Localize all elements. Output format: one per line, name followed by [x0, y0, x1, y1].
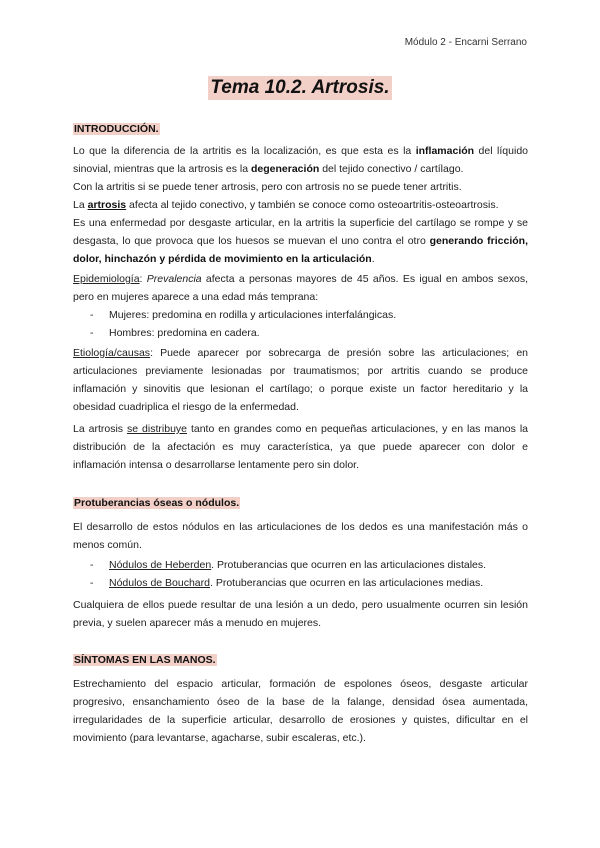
text-run: La [73, 199, 88, 211]
text-run: del tejido conectivo / cartílago. [319, 163, 464, 175]
nodulos-paragraph-1: El desarrollo de estos nódulos en las articulaciones de los dedos es una manifestación más o menos común. [73, 521, 528, 551]
text-run: afecta al tejido conectivo, y también se conoce como osteoartritis-osteoartrosis. [126, 199, 499, 211]
page-title: Tema 10.2. Artrosis. [210, 77, 390, 98]
intro-heading: INTRODUCCIÓN. [74, 123, 159, 135]
intro-paragraph-2: Con la artritis si se puede tener artrosis, pero con artrosis no se puede tener artritis. [73, 181, 462, 193]
intro-section [73, 120, 528, 474]
list-item [73, 556, 528, 574]
etiologia-label: Etiología/causas [73, 347, 151, 359]
sintomas-paragraph: Estrechamiento del espacio articular, formación de espolones óseos, desgaste articular progresivo, ensanchamiento óseo de la base de la falange, densidad ósea aumentada, irregularidades de la superficie articular, desarrollo de erosiones y quistes, dificultar en el movimiento (para levantarse, agacharse, subir escaleras, etc.). [73, 678, 528, 744]
distribucion-paragraph [73, 420, 528, 474]
nodulos-heading: Protuberancias óseas o nódulos. [74, 497, 240, 509]
intro-paragraph-1 [73, 142, 528, 178]
sintomas-heading: SÍNTOMAS EN LAS MANOS. [74, 654, 216, 666]
epidemiologia-list [73, 306, 528, 342]
title-container [0, 76, 600, 100]
list-item: - Mujeres: predomina en rodilla y articulaciones interfalángicas. [73, 306, 528, 324]
text-run: . [371, 253, 375, 265]
text-run: : [139, 273, 147, 285]
heberden-term: Nódulos de Heberden [109, 559, 212, 571]
bold-term-degeneracion: degeneración [251, 163, 320, 175]
prevalencia-label: Prevalencia [146, 273, 202, 285]
etiologia-paragraph [73, 344, 528, 416]
bouchard-term: Nódulos de Bouchard [109, 577, 210, 589]
text-run: . Protuberancias que ocurren en las articulaciones medias. [210, 577, 484, 589]
bold-term-inflamacion: inflamación [415, 145, 475, 157]
nodulos-list [73, 556, 528, 592]
sintomas-section [73, 651, 528, 747]
text-run: . Protuberancias que ocurren en las articulaciones distales. [211, 559, 487, 571]
text-run: del líquido sinovial, mientras que la artrosis es la [73, 145, 528, 175]
page-header: Módulo 2 - Encarni Serrano [404, 37, 527, 48]
bold-phrase: generando fricción, dolor, hinchazón y pérdida de movimiento en la articulación [73, 235, 528, 265]
text-run: tanto en grandes como en pequeñas articulaciones, y en las manos la distribución de la afectación es muy característica, ya que puede aparecer con dolor e inflamación intensa o desarrollarse lentamente pero sin dolor. [73, 423, 529, 471]
intro-paragraph-3 [73, 196, 528, 214]
nodulos-section [73, 494, 528, 632]
list-item: - Hombres: predomina en cadera. [73, 324, 528, 342]
bold-term-artrosis: artrosis [87, 199, 127, 211]
text-run: Es una enfermedad por desgaste articular, en la artritis la superficie del cartílago se rompe y se desgasta, lo que provoca que los huesos se muevan el uno contra el otro [73, 217, 528, 247]
underlined-term: se distribuye [127, 423, 187, 435]
list-item [73, 574, 528, 592]
epidemiologia-label: Epidemiología [73, 273, 140, 285]
nodulos-paragraph-2: Cualquiera de ellos puede resultar de una lesión a un dedo, pero usualmente ocurren sin lesión previa, y suelen aparecer más a menudo en mujeres. [73, 599, 528, 629]
text-run: afecta a personas mayores de 45 años. Es igual en ambos sexos, pero en mujeres aparece a una edad más temprana: [73, 273, 528, 303]
text-run: La artrosis [73, 423, 128, 435]
text-run: : Puede aparecer por sobrecarga de presión sobre las articulaciones; en articulaciones previamente lesionadas por traumatismos; por artritis cuando se produce inflamación y sinovitis que lesionan el cartílago; o porque existe un factor hereditario y la obesidad cuadriplica el riesgo de la enfermedad. [73, 347, 528, 413]
text-run: Lo que la diferencia de la artritis es la localización, es que esta es la [73, 145, 416, 157]
epidemiologia-paragraph [73, 270, 528, 306]
intro-paragraph-4 [73, 214, 528, 268]
